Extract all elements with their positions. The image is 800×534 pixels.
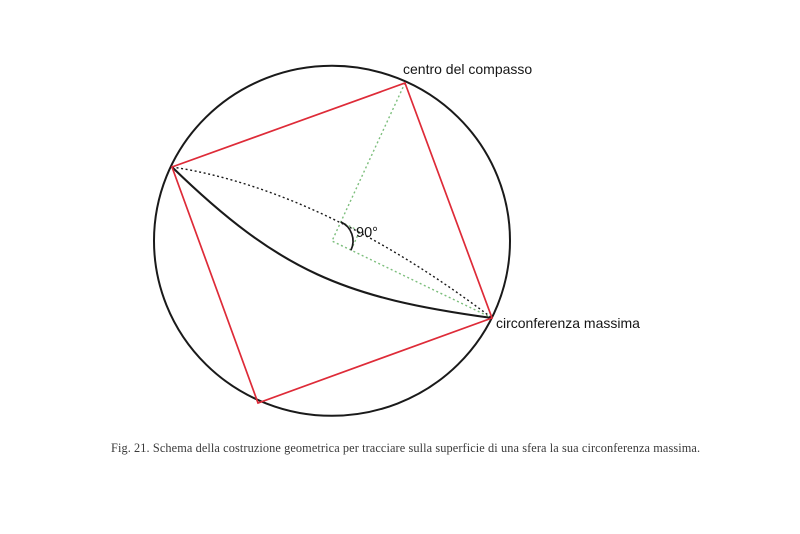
label-compass-center: centro del compasso [403, 61, 533, 77]
label-great-circle: circonferenza massima [496, 315, 640, 331]
sphere-outline [154, 66, 510, 416]
compass-radius-lines [332, 83, 492, 318]
figure-caption: Fig. 21. Schema della costruzione geometrica per tracciare sulla superficie di una sfera la sua circonferenza massima. [111, 441, 701, 455]
angle-label: 90° [356, 225, 378, 241]
inscribed-square [172, 83, 492, 403]
